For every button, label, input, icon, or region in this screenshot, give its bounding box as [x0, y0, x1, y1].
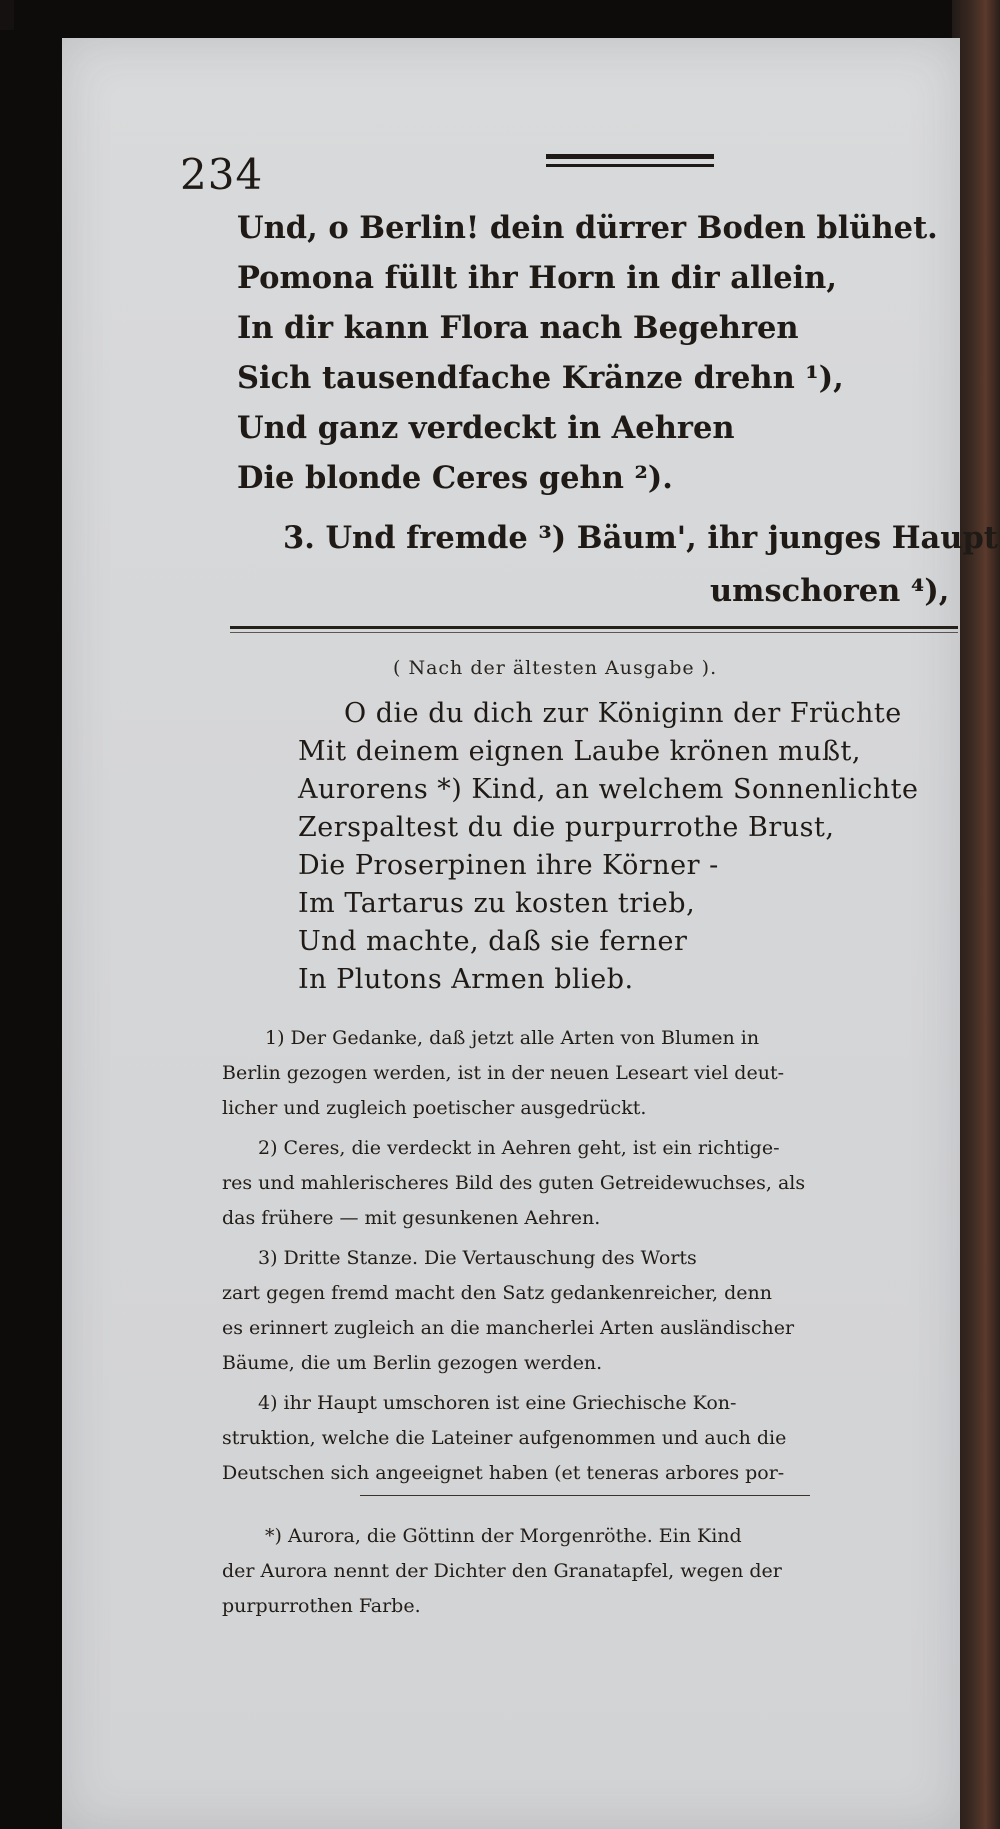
star-note-line: der Aurora nennt der Dichter den Granatapfel, wegen der — [222, 1560, 782, 1582]
verse-line: In Plutons Armen blieb. — [298, 964, 634, 995]
footnote-line: 1) Der Gedanke, daß jetzt alle Arten von Blumen in — [265, 1027, 760, 1049]
footnote-line: es erinnert zugleich an die mancherlei Arten ausländischer — [222, 1317, 795, 1339]
verse-line: Aurorens *) Kind, an welchem Sonnenlichte — [298, 774, 919, 805]
footnote-line: 2) Ceres, die verdeckt in Aehren geht, ist ein richtige- — [258, 1137, 780, 1159]
footnote-line: licher und zugleich poetischer ausgedrückt. — [222, 1097, 647, 1119]
verse-line: Zerspaltest du die purpurrothe Brust, — [298, 812, 835, 843]
footnote-line: das frühere — mit gesunkenen Aehren. — [222, 1207, 601, 1229]
separator-rule — [230, 626, 958, 629]
verse-line: Die Proserpinen ihre Körner - — [298, 850, 719, 881]
stanza-continuation: umschoren ⁴), — [710, 573, 950, 609]
verse-line: Im Tartarus zu kosten trieb, — [298, 888, 696, 919]
poem-line: Und, o Berlin! dein dürrer Boden blühet. — [237, 210, 938, 246]
verse-line: O die du dich zur Königinn der Früchte — [344, 698, 902, 729]
header-ornament — [546, 154, 714, 159]
footnote-separator — [360, 1495, 810, 1496]
footnote-line: 3) Dritte Stanze. Die Vertauschung des Worts — [258, 1247, 697, 1269]
poem-line: Die blonde Ceres gehn ²). — [237, 460, 673, 496]
star-note-line: purpurrothen Farbe. — [222, 1595, 421, 1617]
poem-line: Pomona füllt ihr Horn in dir allein, — [237, 260, 837, 296]
stanza-line: 3. Und fremde ³) Bäum', ihr junges Haupt — [283, 520, 998, 556]
footnote-line: zart gegen fremd macht den Satz gedankenreicher, denn — [222, 1282, 772, 1304]
verse-line: Und machte, daß sie ferner — [298, 926, 688, 957]
poem-line: Und ganz verdeckt in Aehren — [237, 410, 735, 446]
page-number: 234 — [180, 150, 264, 199]
verse-line: Mit deinem eignen Laube krönen mußt, — [298, 736, 861, 767]
footnote-line: 4) ihr Haupt umschoren ist eine Griechische Kon- — [258, 1392, 737, 1414]
footnote-line: Bäume, die um Berlin gezogen werden. — [222, 1352, 603, 1374]
footnote-line: Deutschen sich angeeignet haben (et teneras arbores por- — [222, 1462, 785, 1484]
footnote-line: Berlin gezogen werden, ist in der neuen Leseart viel deut- — [222, 1062, 785, 1084]
footnote-line: struktion, welche die Lateiner aufgenommen und auch die — [222, 1427, 787, 1449]
page-clip — [0, 0, 14, 30]
header-ornament-thin — [546, 164, 714, 167]
separator-rule-thin — [230, 632, 958, 633]
poem-line: Sich tausendfache Kränze drehn ¹), — [237, 360, 844, 396]
star-note-line: *) Aurora, die Göttinn der Morgenröthe. Ein Kind — [265, 1525, 742, 1547]
poem-line: In dir kann Flora nach Begehren — [237, 310, 799, 346]
edition-caption: ( Nach der ältesten Ausgabe ). — [393, 657, 718, 679]
footnote-line: res und mahlerischeres Bild des guten Getreidewuchses, als — [222, 1172, 806, 1194]
